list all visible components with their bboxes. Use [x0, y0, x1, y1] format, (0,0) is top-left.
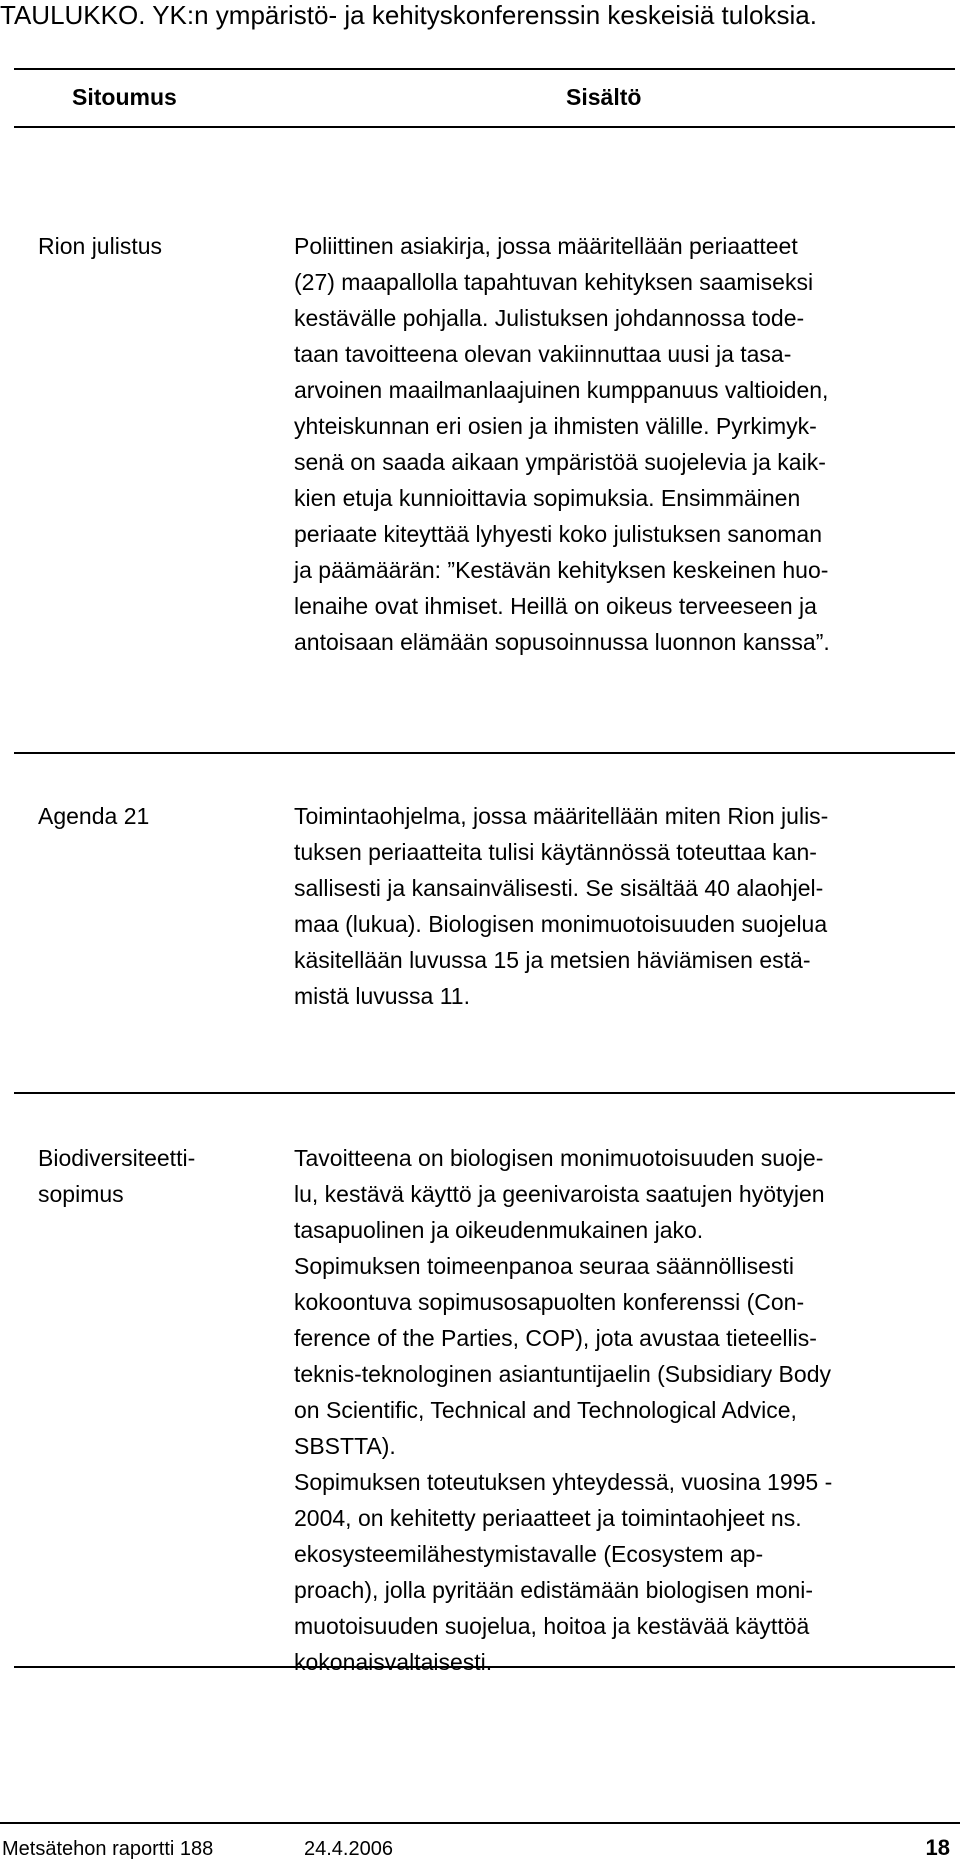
commitment-cell: Agenda 21 — [38, 803, 150, 829]
table-header-row — [14, 70, 955, 128]
table-row — [14, 754, 955, 1094]
commitment-cell: Rion julistus — [38, 233, 162, 259]
page-footer — [0, 1822, 960, 1862]
content-cell: Poliittinen asiakirja, jossa määritellään periaatteet (27) maapallolla tapahtuvan kehityksen saamiseksi kestävälle pohjalla. Julistuksen johdannossa tode- taan tavoitteena olevan vakiinnuttaa uusi ja tasa- arvoinen maailmanlaajuinen kumppanuus valtioiden, yhteiskunnan eri osien ja ihmisten välille. Pyrkimyk- senä on saada aikaan ympäristöä suojelevia ja kaik- kien etuja kunnioittavia sopimuksia. Ensimmäinen periaate kiteyttää lyhyesti koko julistuksen sanoman ja päämäärän: ”Kestävän kehityksen keskeinen huo- lenaihe ovat ihmiset. Heillä on oikeus terveeseen ja antoisaan elämään sopusoinnussa luonnon kanssa”. — [294, 233, 830, 655]
content-cell: Toimintaohjelma, jossa määritellään miten Rion julis- tuksen periaatteita tulisi käytännössä toteuttaa kan- sallisesti ja kansainvälisesti. Se sisältää 40 alaohjel- maa (lukua). Biologisen monimuotoisuuden suojelua käsitellään luvussa 15 ja metsien häviämisen estä- mistä luvussa 11. — [294, 803, 829, 1009]
header-content: Sisältö — [566, 84, 642, 110]
commitment-cell: Biodiversiteetti- sopimus — [38, 1145, 196, 1207]
header-commitment: Sitoumus — [72, 84, 177, 110]
table-caption: TAULUKKO. YK:n ympäristö- ja kehityskonferenssin keskeisiä tuloksia. — [0, 0, 817, 30]
commitments-table — [14, 68, 955, 1675]
footer-report-name: Metsätehon raportti 188 — [2, 1838, 214, 1860]
content-cell: Tavoitteena on biologisen monimuotoisuuden suoje- lu, kestävä käyttö ja geenivaroista saatujen hyötyjen tasapuolinen ja oikeudenmukainen jako. Sopimuksen toimeenpanoa seuraa säännöllisesti kokoontuva sopimusosapuolten konferenssi (Con- ference of the Parties, COP), jota avustaa tieteellis- teknis-teknologinen asiantuntijaelin (Subsidiary Body on Scientific, Technical and Technological Advice, SBSTTA). Sopimuksen toteutuksen yhteydessä, vuosina 1995 - 2004, on kehitetty periaatteet ja toimintaohjeet ns. ekosysteemilähestymistavalle (Ecosystem ap- proach), jolla pyritään edistämään biologisen moni- muotoisuuden suojelua, hoitoa ja kestävää käyttöä kokonaisvaltaisesti. — [294, 1145, 833, 1675]
table-row — [14, 128, 955, 754]
footer-date: 24.4.2006 — [304, 1838, 393, 1860]
table-row — [14, 1094, 955, 1675]
page-number: 18 — [925, 1835, 950, 1860]
